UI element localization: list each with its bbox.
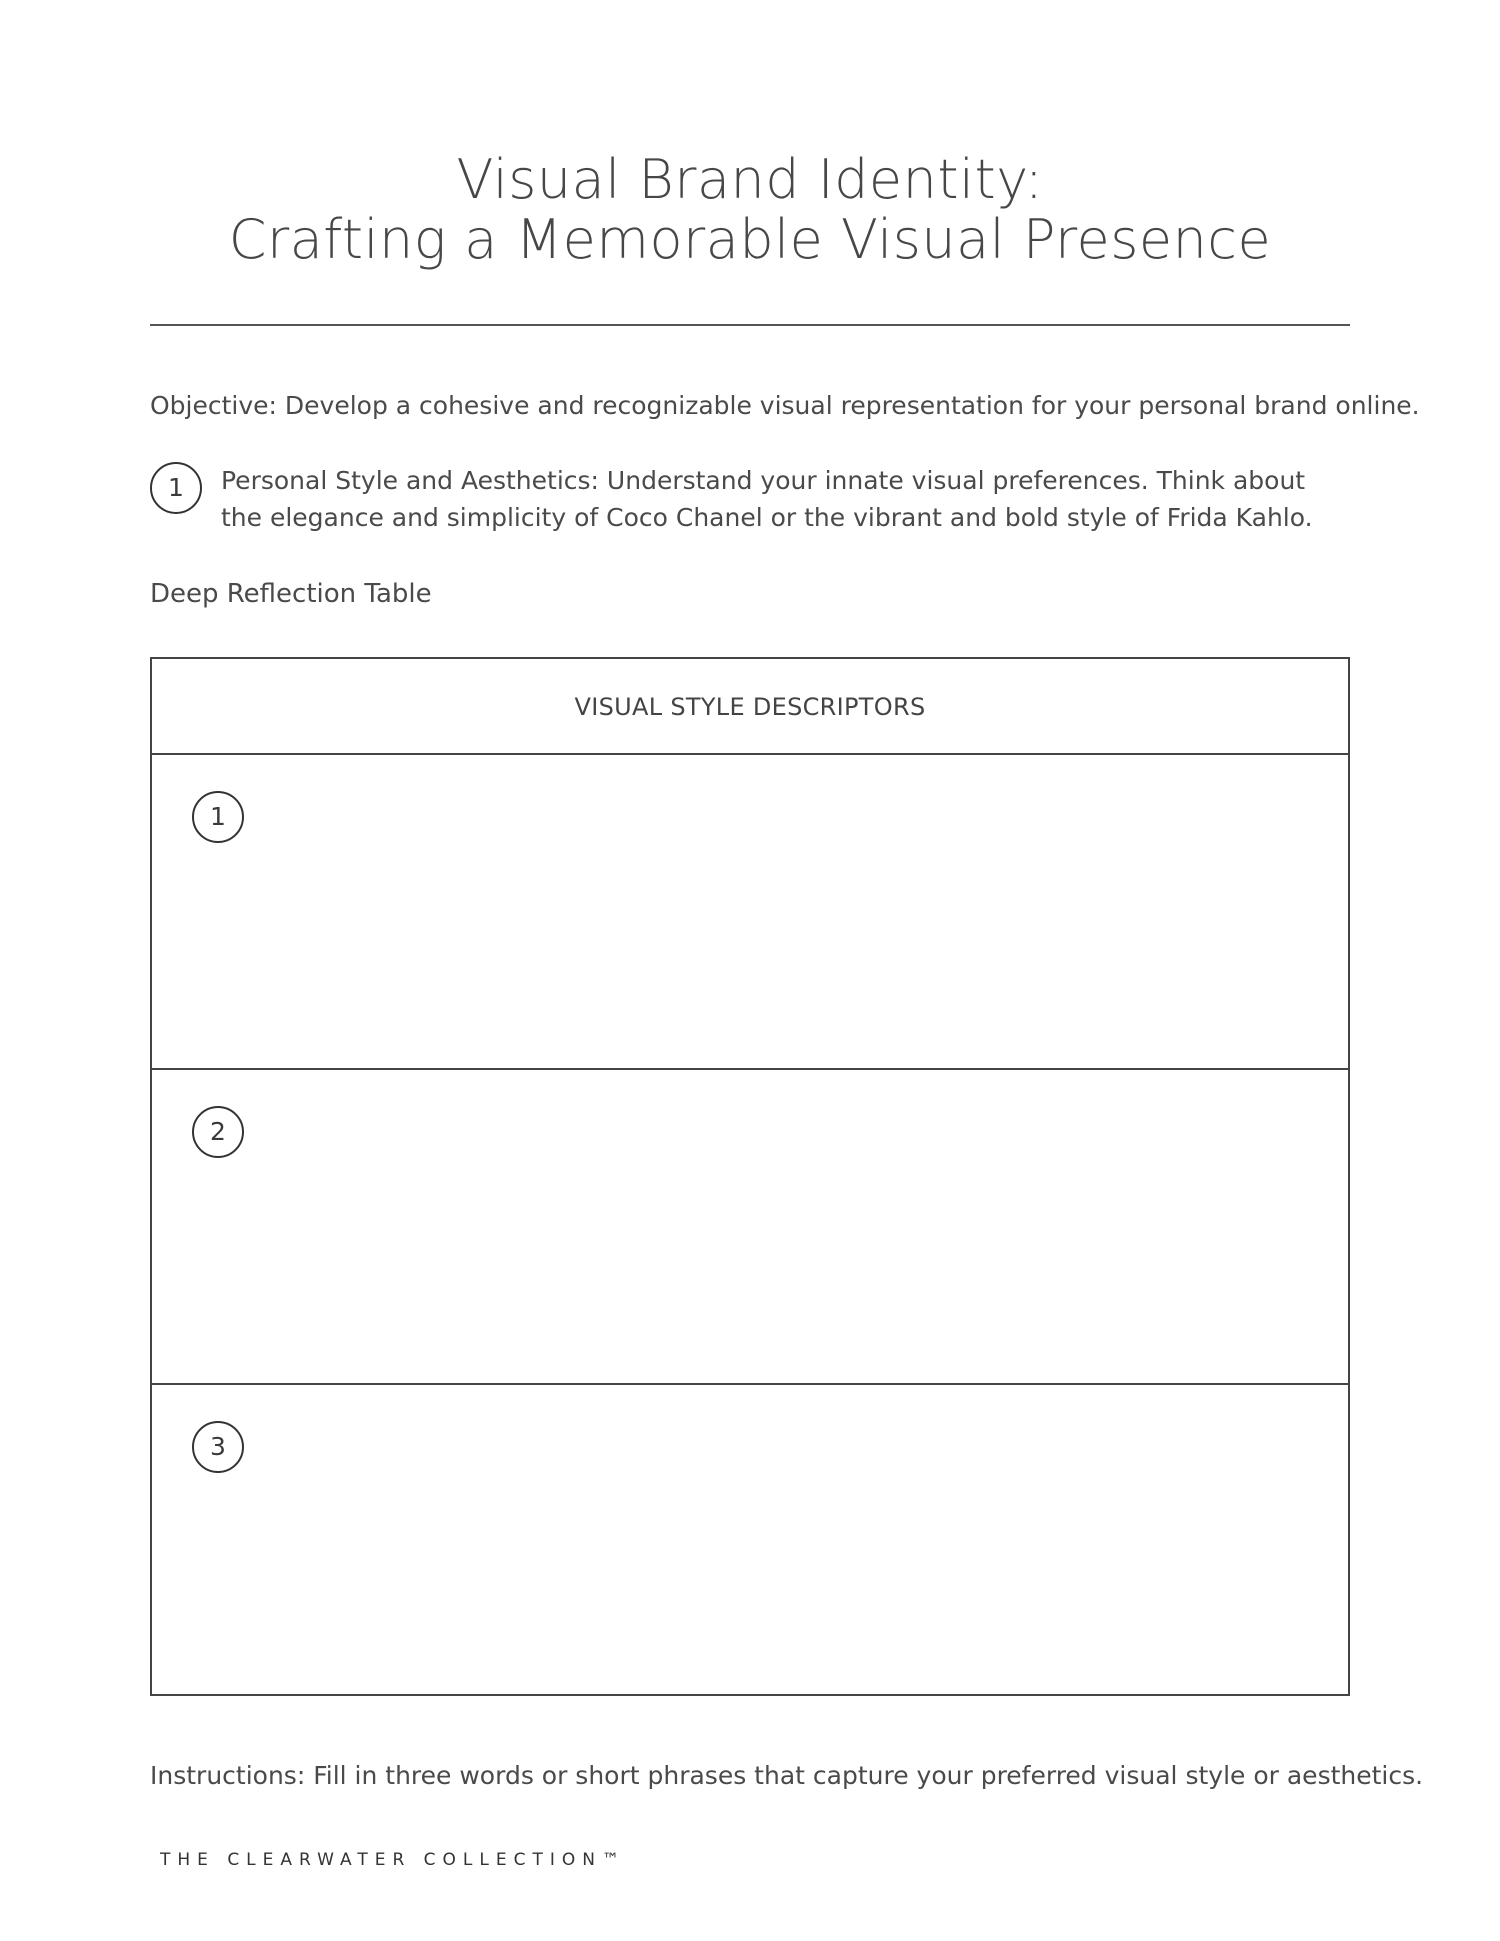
table-row-3[interactable]	[152, 1385, 1348, 1694]
page-title	[0, 150, 1500, 270]
table-label: Deep Reflection Table	[150, 579, 432, 609]
reflection-table	[150, 657, 1350, 1696]
step-number-badge: 1	[150, 462, 202, 514]
objective-text: Objective: Develop a cohesive and recognizable visual representation for your personal brand online.	[150, 391, 1420, 420]
table-row-1[interactable]	[152, 755, 1348, 1070]
row-number-badge: 2	[192, 1106, 244, 1158]
row-number-badge: 3	[192, 1421, 244, 1473]
table-header: VISUAL STYLE DESCRIPTORS	[152, 659, 1348, 755]
footer-brand: THE CLEARWATER COLLECTION™	[160, 1850, 626, 1870]
page-title-line1: Visual Brand Identity:	[456, 148, 1044, 211]
page-title-line2: Crafting a Memorable Visual Presence	[228, 208, 1272, 271]
row-number-badge: 1	[192, 791, 244, 843]
instructions-text: Instructions: Fill in three words or short phrases that capture your preferred visual style or aesthetics.	[150, 1761, 1424, 1790]
table-row-2[interactable]	[152, 1070, 1348, 1385]
title-divider	[150, 324, 1350, 326]
step-description: Personal Style and Aesthetics: Understand your innate visual preferences. Think about the elegance and simplicity of Coco Chanel or the vibrant and bold style of Frida Kahlo.	[221, 466, 1313, 532]
